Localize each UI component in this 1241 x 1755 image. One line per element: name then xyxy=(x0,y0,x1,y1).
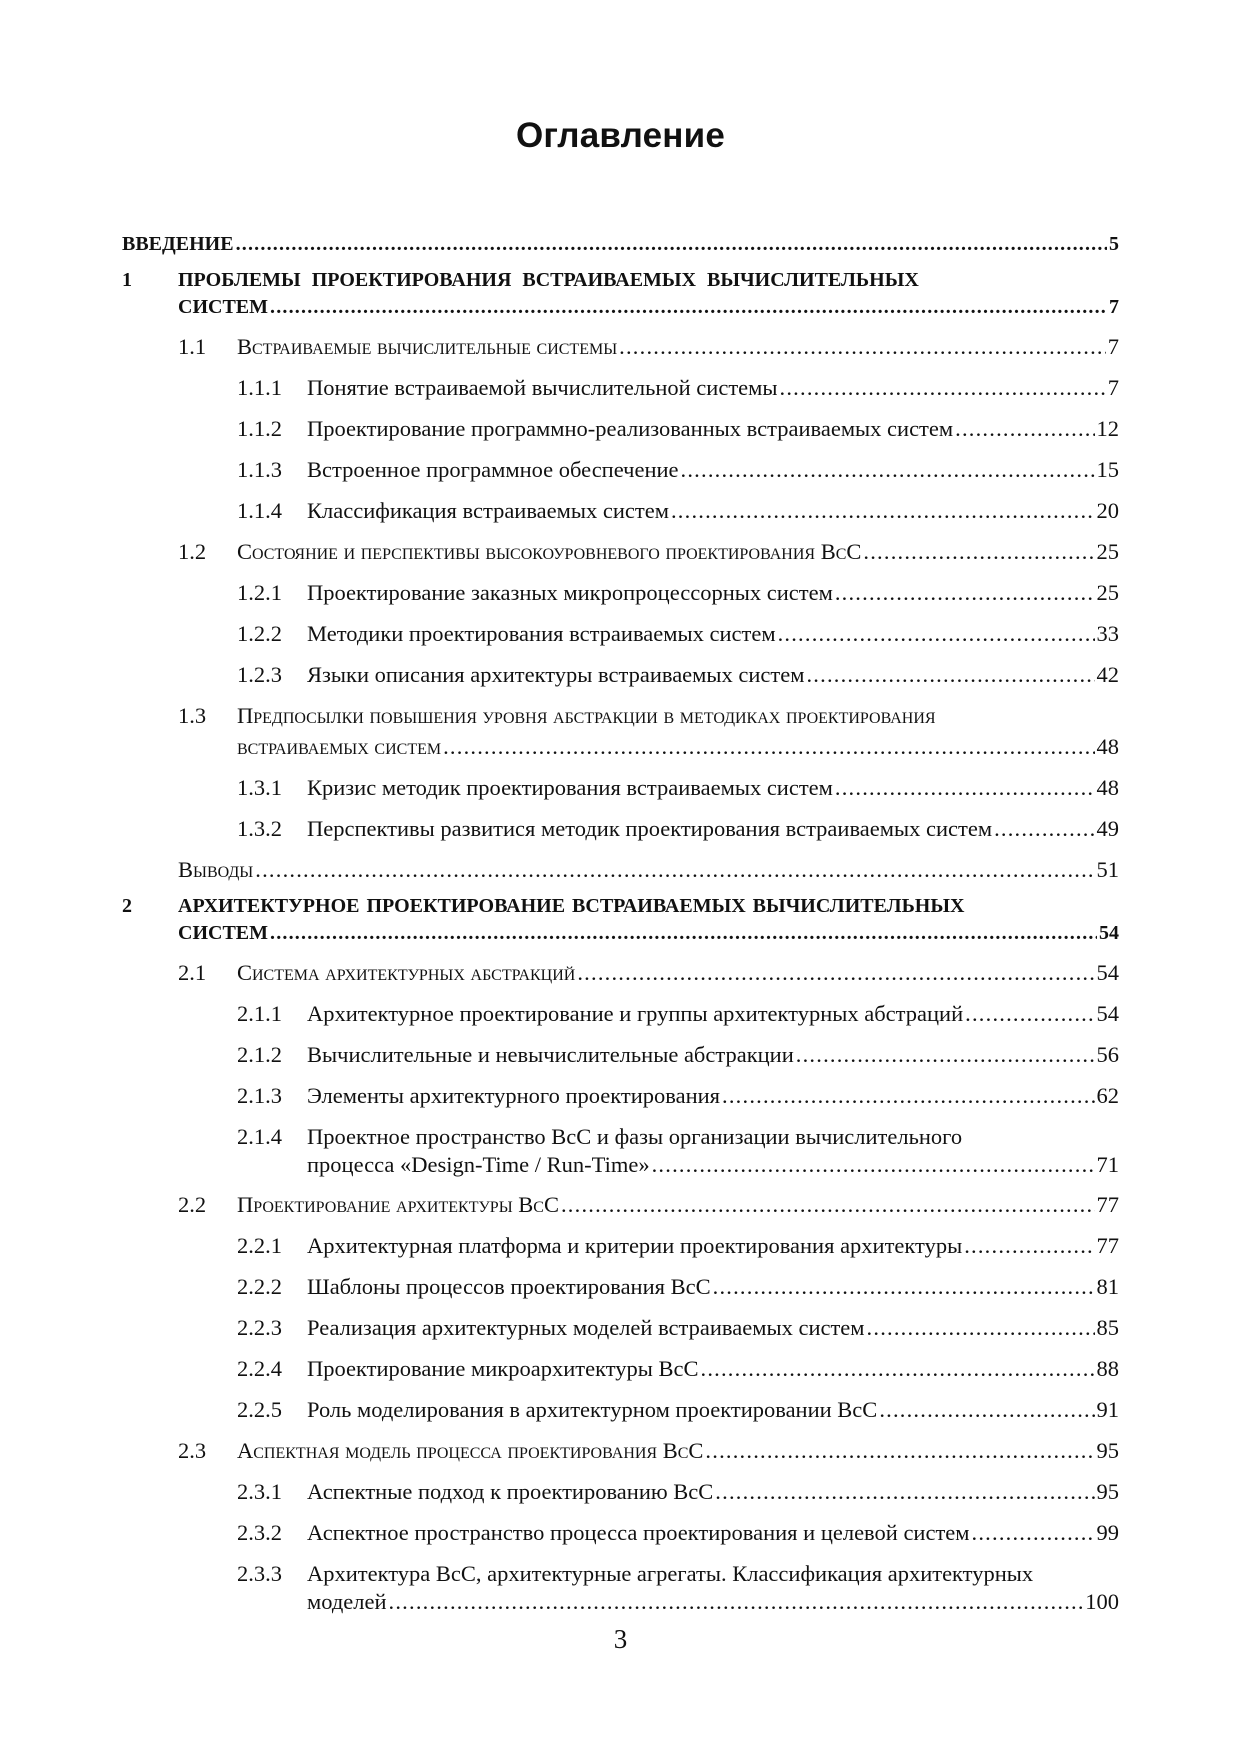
toc-entry-text: Выводы xyxy=(178,857,254,882)
toc-entry-page: 20 xyxy=(1096,498,1119,523)
toc-entry-text: Методики проектирования встраиваемых систем xyxy=(307,621,776,646)
toc-entry-page: 49 xyxy=(1096,816,1119,841)
toc-entry-page: 5 xyxy=(1109,233,1119,255)
toc-entry-text: Кризис методик проектирования встраиваемых систем xyxy=(307,775,833,800)
toc-entry-text: моделей xyxy=(307,1589,387,1614)
toc-entry-page: 88 xyxy=(1096,1356,1119,1381)
toc-entry-text: Понятие встраиваемой вычислительной системы xyxy=(307,375,778,400)
toc-entry-text: Проектирование заказных микропроцессорных систем xyxy=(307,580,833,605)
toc-entry-number: 2.2.3 xyxy=(237,1315,282,1340)
toc-entry-page: 7 xyxy=(1107,375,1119,400)
toc-entry-number: 1.2.3 xyxy=(237,662,282,687)
toc-entry-number: 2 xyxy=(122,895,132,917)
toc-entry-number: 2.2 xyxy=(178,1192,207,1217)
toc-entry-text: СИСТЕМ xyxy=(178,296,268,318)
toc-entry-page: 33 xyxy=(1096,621,1119,646)
toc-entry-text: Классификация встраиваемых систем xyxy=(307,498,669,523)
toc-entry-text: СИСТЕМ xyxy=(178,922,268,944)
toc-entry-page: 77 xyxy=(1096,1233,1119,1258)
toc-entry-page: 15 xyxy=(1096,457,1119,482)
toc-entry-page: 7 xyxy=(1109,296,1119,318)
toc-entry-page: 100 xyxy=(1085,1589,1119,1614)
toc-entry-number: 2.2.2 xyxy=(237,1274,282,1299)
toc-entry-text: Реализация архитектурных моделей встраиваемых систем xyxy=(307,1315,865,1340)
toc-entry-page: 12 xyxy=(1096,416,1119,441)
toc-entry-page: 77 xyxy=(1096,1192,1119,1217)
toc-entry-text: Встроенное программное обеспечение xyxy=(307,457,679,482)
toc-entry-number: 2.1.4 xyxy=(237,1124,282,1149)
toc-entry-text: АРХИТЕКТУРНОЕ ПРОЕКТИРОВАНИЕ ВСТРАИВАЕМЫХ ВЫЧИСЛИТЕЛЬНЫХ xyxy=(178,895,965,917)
toc-entry-number: 1 xyxy=(122,269,132,291)
toc-entry-number: 1.3.2 xyxy=(237,816,282,841)
page-number: 3 xyxy=(613,1624,628,1654)
toc-entry-page: 48 xyxy=(1096,734,1119,759)
toc-entry-text: Шаблоны процессов проектирования ВсС xyxy=(307,1274,711,1299)
toc-entry-number: 2.2.5 xyxy=(237,1397,282,1422)
toc-entry-page: 95 xyxy=(1096,1438,1119,1463)
toc-entry-text: встраиваемых систем xyxy=(237,734,442,759)
toc-entry-text: Проектирование микроархитектуры ВсС xyxy=(307,1356,699,1381)
toc-entry-page: 95 xyxy=(1096,1479,1119,1504)
toc-entry-number: 2.1.2 xyxy=(237,1042,282,1067)
toc-entry-text: Проектирование архитектуры ВсС xyxy=(237,1192,559,1217)
toc-entry-text: Встраиваемые вычислительные системы xyxy=(237,334,618,359)
toc-entry-text: процесса «Design-Time / Run-Time» xyxy=(307,1152,650,1177)
toc-entry-number: 1.1.1 xyxy=(237,375,282,400)
toc-entry-text: Элементы архитектурного проектирования xyxy=(307,1083,721,1108)
toc-entry-text: Архитектурное проектирование и группы архитектурных абстраций xyxy=(307,1001,964,1026)
toc-entry-page: 56 xyxy=(1096,1042,1119,1067)
toc-entry-page: 7 xyxy=(1107,334,1119,359)
toc-entry-text: Аспектное пространство процесса проектирования и целевой систем xyxy=(307,1520,970,1545)
toc-entry-text: Перспективы развитися методик проектирования встраиваемых систем xyxy=(307,816,993,841)
toc-entry-page: 71 xyxy=(1096,1152,1119,1177)
toc-entry-text: Аспектные подход к проектированию ВсС xyxy=(307,1479,714,1504)
toc-entry-text: Проектное пространство ВсС и фазы организации вычислительного xyxy=(307,1124,963,1149)
toc-entry-page: 54 xyxy=(1099,922,1119,944)
toc-entry-page: 25 xyxy=(1096,539,1119,564)
toc-entry-page: 25 xyxy=(1096,580,1119,605)
toc-entry-number: 2.1.1 xyxy=(237,1001,282,1026)
toc-entry-text: Проектирование программно-реализованных встраиваемых систем xyxy=(307,416,954,441)
toc-entry-text: Архитектурная платформа и критерии проектирования архитектуры xyxy=(307,1233,963,1258)
toc-entry-text: Предпосылки повышения уровня абстракции в методиках проектирования xyxy=(237,703,936,728)
toc-entry-number: 2.3.1 xyxy=(237,1479,282,1504)
toc-entry-text: Архитектура ВсС, архитектурные агрегаты. Классификация архитектурных xyxy=(307,1561,1034,1586)
toc-entry-number: 1.1.4 xyxy=(237,498,282,523)
toc-entry-page: 42 xyxy=(1096,662,1119,687)
toc-entry-page: 48 xyxy=(1096,775,1119,800)
toc-entry-number: 1.1 xyxy=(178,334,207,359)
toc-entry-page: 99 xyxy=(1096,1520,1119,1545)
toc-entry-page: 62 xyxy=(1096,1083,1119,1108)
toc-entry-page: 51 xyxy=(1096,857,1119,882)
toc-entry-number: 1.1.3 xyxy=(237,457,282,482)
toc-entry-number: 2.3.2 xyxy=(237,1520,282,1545)
toc-entry-number: 2.3.3 xyxy=(237,1561,282,1586)
toc-entry-number: 2.1 xyxy=(178,960,207,985)
toc-entry-page: 81 xyxy=(1096,1274,1119,1299)
toc-entry-number: 1.3.1 xyxy=(237,775,282,800)
toc-entry-text: Система архитектурных абстракций xyxy=(237,960,576,985)
toc-entry-page: 54 xyxy=(1096,960,1119,985)
toc-entry-number: 1.2 xyxy=(178,539,207,564)
toc-entry-number: 2.3 xyxy=(178,1438,207,1463)
toc-entry-text: Состояние и перспективы высокоуровневого проектирования ВсС xyxy=(237,539,862,564)
toc-entry-number: 2.2.1 xyxy=(237,1233,282,1258)
toc-entry-number: 2.2.4 xyxy=(237,1356,282,1381)
toc-entry-number: 2.1.3 xyxy=(237,1083,282,1108)
toc-entry-page: 85 xyxy=(1096,1315,1119,1340)
toc-entry-number: 1.1.2 xyxy=(237,416,282,441)
toc-entry-number: 1.2.2 xyxy=(237,621,282,646)
toc-entry-number: 1.2.1 xyxy=(237,580,282,605)
toc-entry-page: 91 xyxy=(1096,1397,1119,1422)
toc-entry-text: ВВЕДЕНИЕ xyxy=(122,233,234,255)
toc-entry-page: 54 xyxy=(1096,1001,1119,1026)
toc-entry-text: Вычислительные и невычислительные абстракции xyxy=(307,1042,794,1067)
toc-entry-text: Роль моделирования в архитектурном проектировании ВсС xyxy=(307,1397,878,1422)
toc-entry-text: Аспектная модель процесса проектирования ВсС xyxy=(237,1438,704,1463)
toc-entry-text: Языки описания архитектуры встраиваемых систем xyxy=(307,662,805,687)
toc-entry-text: ПРОБЛЕМЫ ПРОЕКТИРОВАНИЯ ВСТРАИВАЕМЫХ ВЫЧИСЛИТЕЛЬНЫХ xyxy=(178,269,919,291)
page-title: Оглавление xyxy=(515,116,726,155)
toc-entry-number: 1.3 xyxy=(178,703,207,728)
